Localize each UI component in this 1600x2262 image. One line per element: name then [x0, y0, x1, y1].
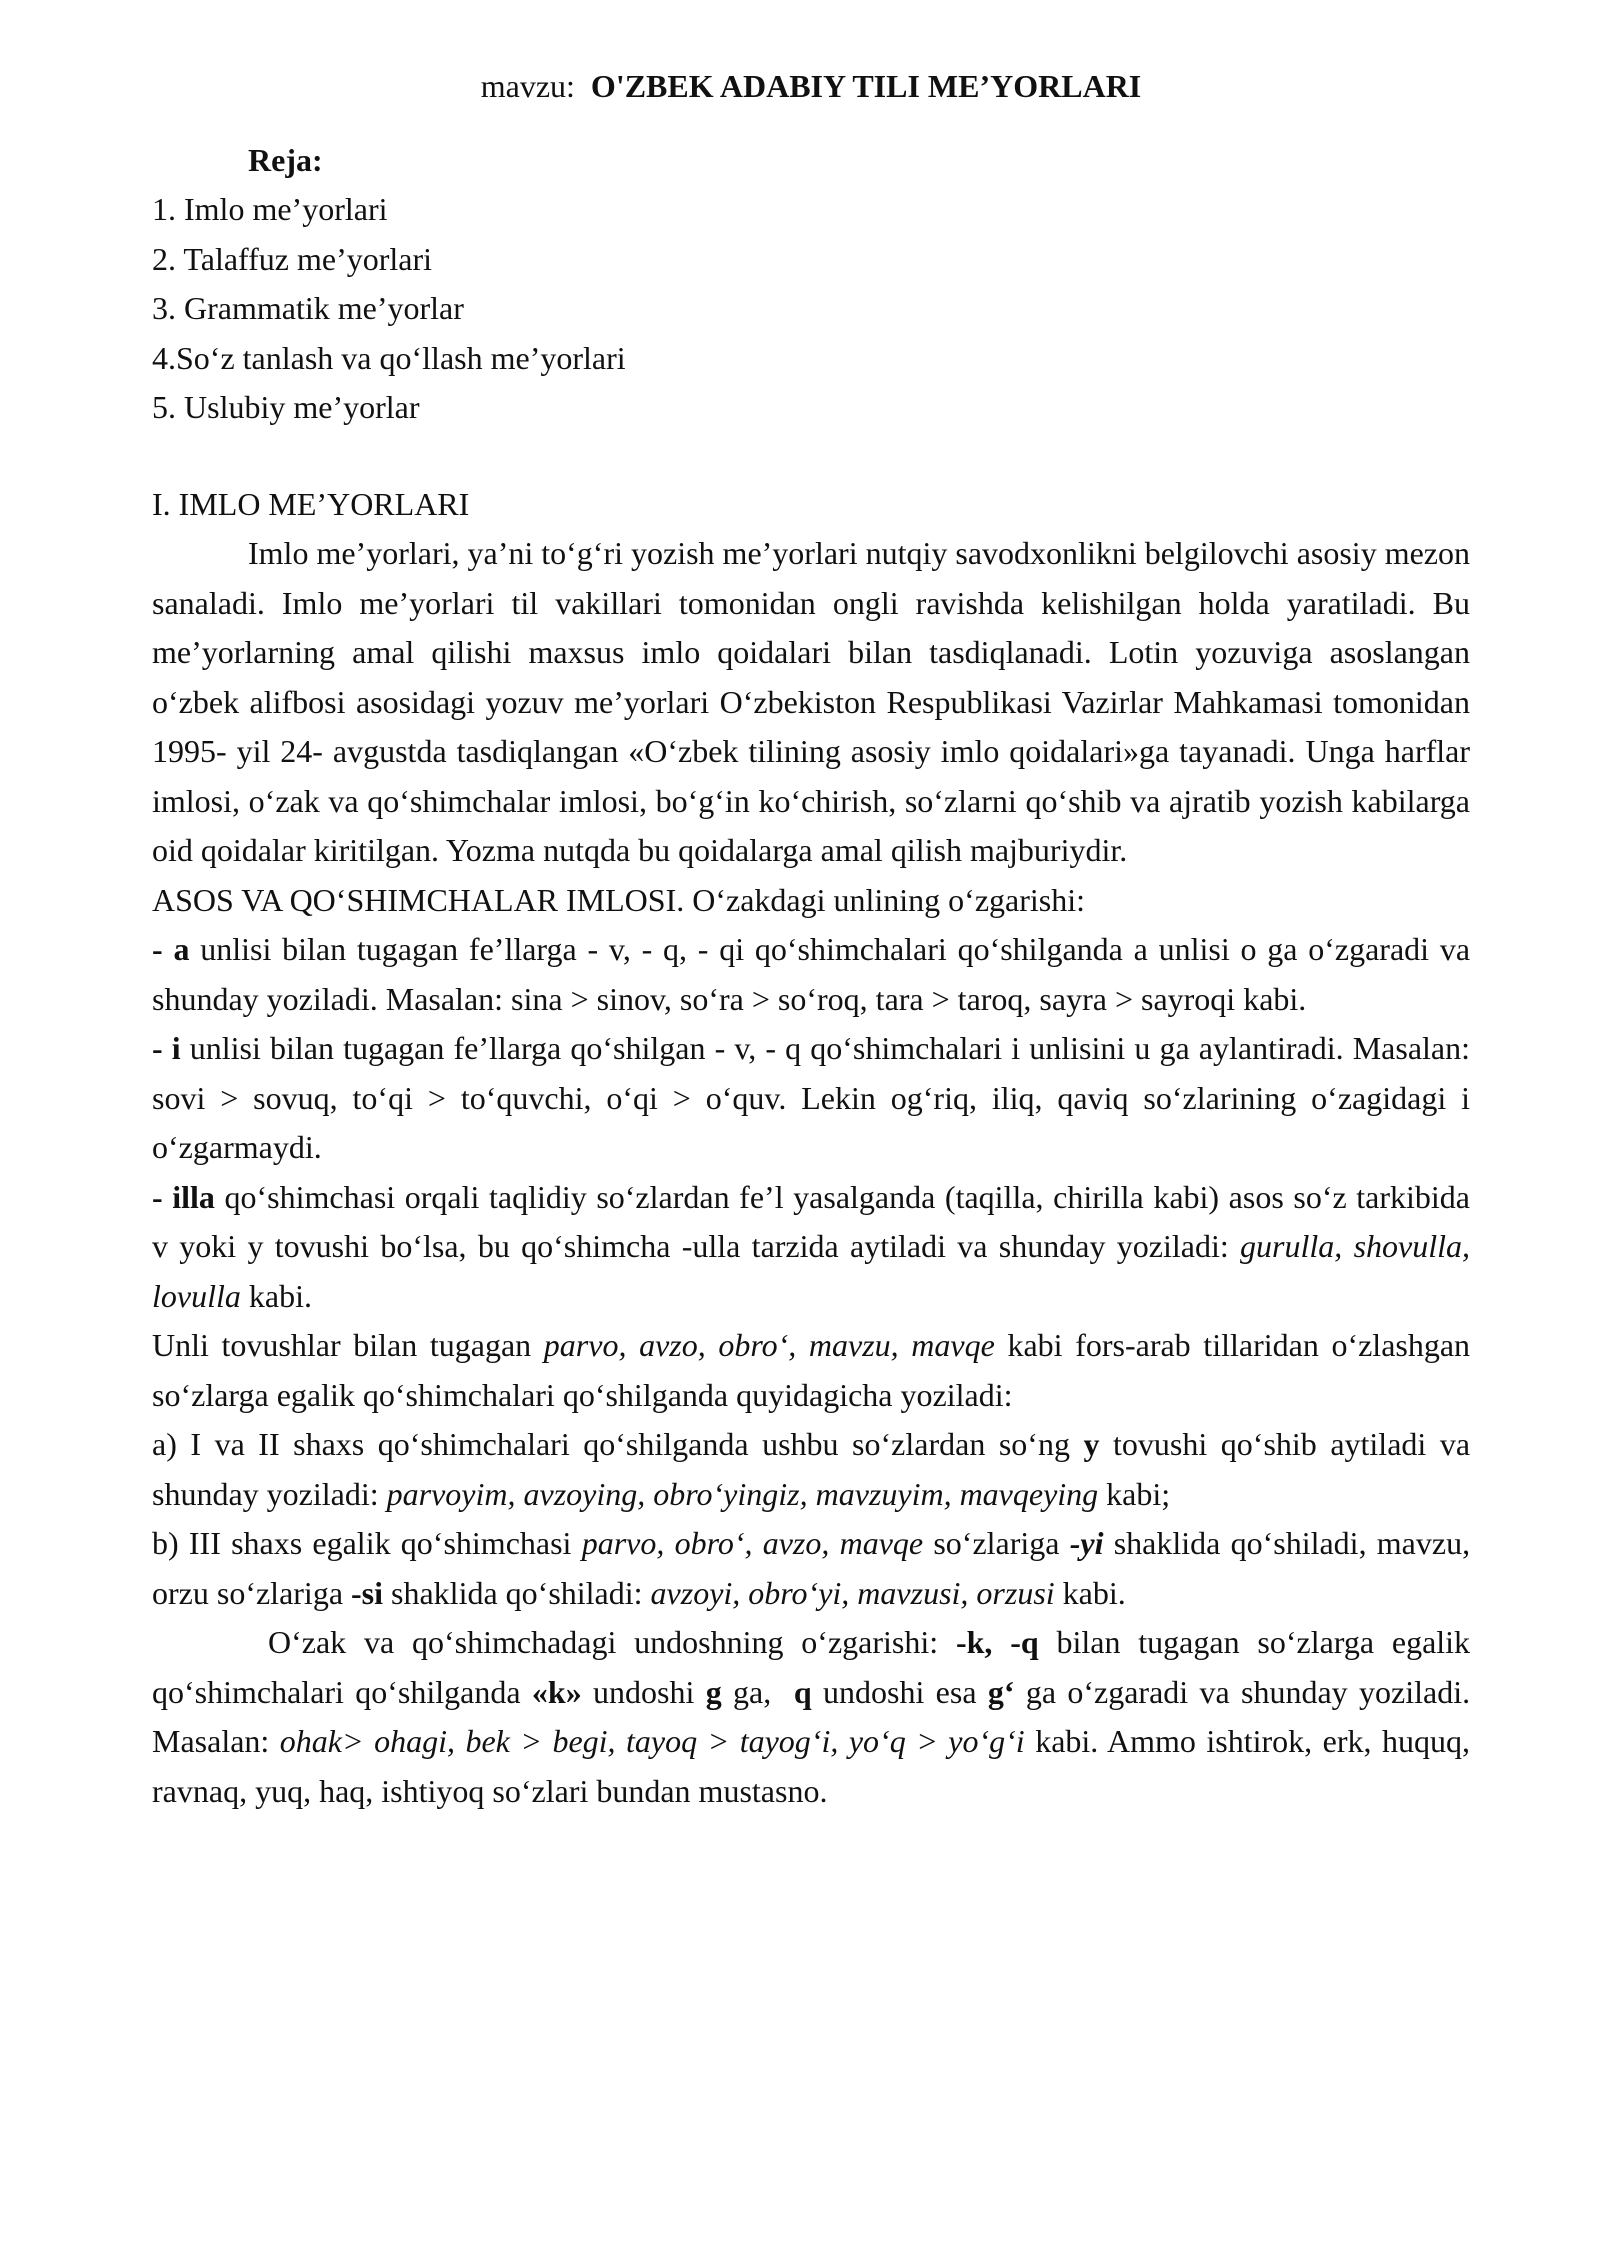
letter-gh: g‘ — [987, 1673, 1015, 1710]
bold-letter: y — [1083, 1426, 1100, 1462]
document-page — [152, 62, 1470, 1816]
examples: ohak> ohagi, bek > begi, tayoq > tayog‘i, yo‘q > yo‘g‘i — [279, 1723, 1025, 1759]
suffixes: -k, -q — [955, 1624, 1039, 1660]
page-title — [152, 62, 1470, 112]
suffix-yi: -yi — [1069, 1525, 1104, 1561]
rule-a-paragraph: - a unlisi bilan tugagan fe’llarga - v, - q, - qi qo‘shimchalari qo‘shilganda a unlisi o ga o‘zgaradi va shunday yoziladi. Masalan: sina > sinov, so‘ra > so‘roq, tara > taroq, sayra > sayroqi kabi. — [152, 931, 1471, 1017]
examples: parvoyim, avzoying, obro‘yingiz, mavzuyim, mavqeying — [386, 1475, 1099, 1512]
plan-item: 4.So‘z tanlash va qo‘llash me’yorlari — [152, 339, 626, 376]
section-heading: I. IMLO ME’YORLARI — [152, 485, 470, 522]
title-prefix: mavzu: — [480, 68, 575, 104]
plan-item: 3. Grammatik me’yorlar — [152, 290, 464, 326]
examples: avzoyi, obro‘yi, mavzusi, orzusi — [650, 1574, 1055, 1611]
vowel-paragraph: Unli tovushlar bilan tugagan parvo, avzo, obro‘, mavzu, mavqe kabi fors-arab tillaridan o‘zlashgan so‘zlarga egalik qo‘shimchalari qo‘shilganda quyidagicha yoziladi: — [152, 1327, 1471, 1413]
plan-heading: Reja: — [248, 141, 323, 178]
title-main: O'ZBEK ADABIY TILI ME’YORLARI — [590, 68, 1142, 104]
examples: gurulla, shovulla, lovulla — [152, 1228, 1471, 1314]
consonant-paragraph: O‘zak va qo‘shimchadagi undoshning o‘zgarishi: -k, -q bilan tugagan so‘zlarga egalik qo‘shimchalari qo‘shilganda «k» undoshi g ga, q undoshi esa g‘ ga o‘zgaradi va shunday yoziladi. Masalan: ohak> ohagi, bek > begi, tayoq > tayog‘i, yo‘q > yo‘g‘i kabi. Ammo ishtirok, erk, huquq, ravnaq, yuq, haq, ishtiyoq so‘zlari bundan mustasno. — [152, 1624, 1471, 1809]
plan-item: 2. Talaffuz me’yorlari — [152, 240, 433, 277]
subheading: ASOS VA QO‘SHIMCHALAR IMLOSI. O‘zakdagi unlining o‘zgarishi: — [152, 881, 1086, 918]
letter-q: q — [793, 1673, 812, 1710]
examples: parvo, avzo, obro‘, mavzu, mavqe — [543, 1327, 995, 1363]
letter-g: g — [705, 1673, 722, 1710]
rule-letter: i — [171, 1030, 181, 1066]
rule-letter: a — [173, 931, 190, 967]
rule-illa-paragraph: - illa qo‘shimchasi orqali taqlidiy so‘zlardan fe’l yasalganda (taqilla, chirilla kabi) asos so‘z tarkibida v yoki y tovushi bo‘lsa, bu qo‘shimcha -ulla tarzida aytiladi va shunday yoziladi: gurulla, shovulla, lovulla kabi. — [152, 1178, 1471, 1314]
rule-suffix: illa — [172, 1178, 215, 1215]
plan-item: 5. Uslubiy me’yorlar — [152, 389, 420, 425]
item-a-paragraph: a) I va II shaxs qo‘shimchalari qo‘shilganda ushbu so‘zlardan so‘ng y tovushi qo‘shib aytiladi va shunday yoziladi: parvoyim, avzoying, obro‘yingiz, mavzuyim, mavqeying kabi; — [152, 1426, 1471, 1512]
rule-i-paragraph: - i unlisi bilan tugagan fe’llarga qo‘shilgan - v, - q qo‘shimchalari i unlisini u ga aylantiradi. Masalan: sovi > sovuq, to‘qi > to‘quvchi, o‘qi > o‘quv. Lekin og‘riq, iliq, qaviq so‘zlarining o‘zagidagi i o‘zgarmaydi. — [152, 1030, 1471, 1165]
examples: parvo, obro‘, avzo, mavqe — [581, 1525, 924, 1561]
intro-paragraph: Imlo me’yorlari, ya’ni to‘g‘ri yozish me’yorlari nutqiy savodxonlikni belgilovchi asosiy mezon sanaladi. Imlo me’yorlari til vakillari tomonidan ongli ravishda kelishilgan holda yaratiladi. Bu me’yorlarning amal qilishi maxsus imlo qoidalari bilan tasdiqlanadi. Lotin yozuviga asoslangan o‘zbek alifbosi asosidagi yozuv me’yorlari O‘zbekiston Respublikasi Vazirlar Mahkamasi tomonidan 1995- yil 24- avgustda tasdiqlangan «O‘zbek tilining asosiy imlo qoidalari»ga tayanadi. Unga harflar imlosi, o‘zak va qo‘shimchalar imlosi, bo‘g‘in ko‘chirish, so‘zlarni qo‘shib va ajratib yozish kabilarga oid qoidalar kiritilgan. Yozma nutqda bu qoidalarga amal qilish majburiydir. — [152, 535, 1470, 868]
plan-item: 1. Imlo me’yorlari — [152, 191, 388, 227]
item-b-paragraph: b) III shaxs egalik qo‘shimchasi parvo, obro‘, avzo, mavqe so‘zlariga -yi shaklida qo‘shiladi, mavzu, orzu so‘zlariga -si shaklida qo‘shiladi: avzoyi, obro‘yi, mavzusi, orzusi kabi. — [152, 1525, 1471, 1611]
letter-k: «k» — [531, 1673, 582, 1710]
suffix-si: -si — [351, 1574, 384, 1611]
